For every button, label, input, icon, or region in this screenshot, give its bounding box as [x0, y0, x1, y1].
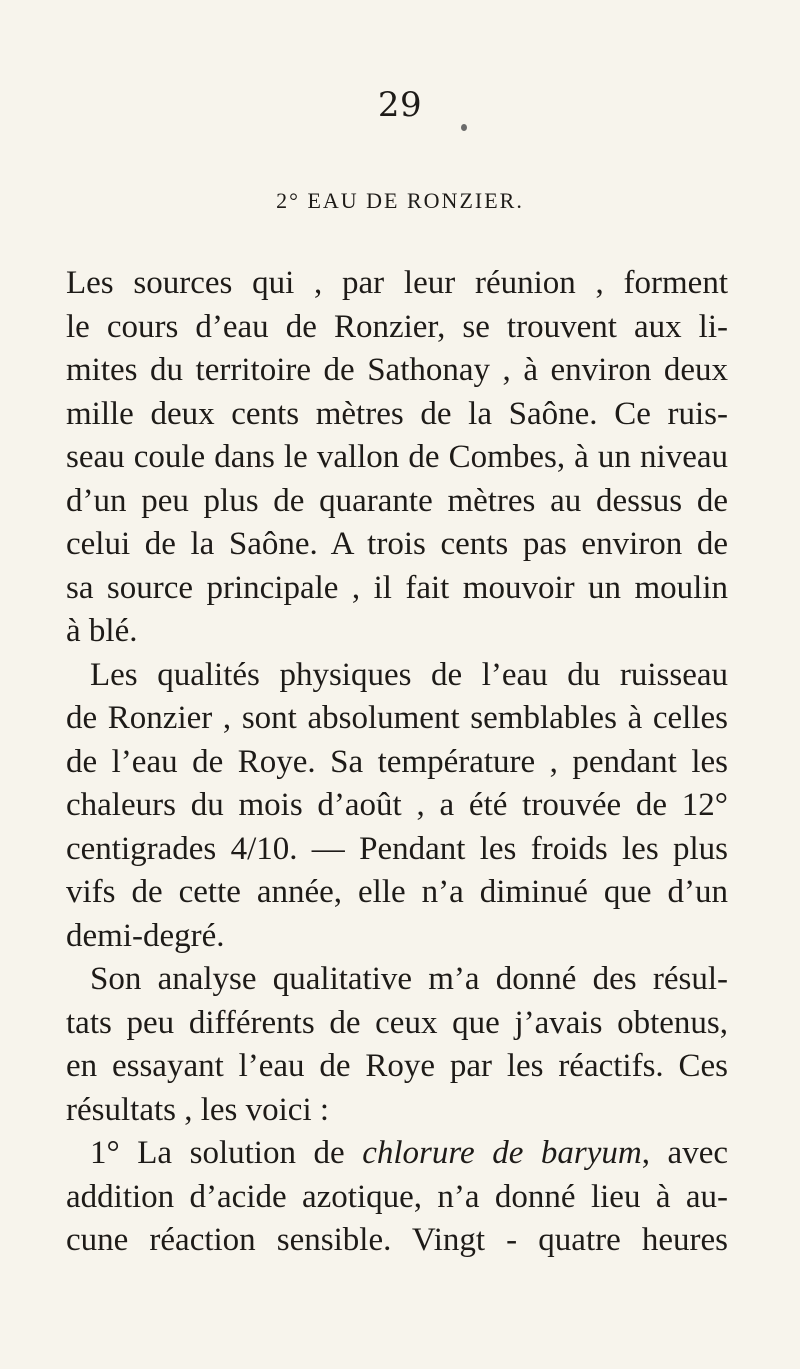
text-line: demi-degré. — [66, 917, 225, 954]
body-text — [66, 262, 728, 1263]
page-number: 29 — [377, 85, 423, 125]
text-line: Son analyse qualitative m’a donné des résul- — [90, 961, 728, 997]
text-line: résultats , les voici : — [66, 1091, 330, 1128]
text-line: d’un peu plus de quarante mètres au dessus de — [66, 482, 728, 519]
text-line: sa source principale , il fait mouvoir un moulin — [66, 569, 728, 606]
text-line: tats peu différents de ceux que j’avais obtenus, — [66, 1004, 728, 1041]
ink-speck — [461, 124, 467, 131]
text-line: Les qualités physiques de l’eau du ruisseau — [90, 656, 728, 693]
text-line: centigrades 4/10. — Pendant les froids les plus — [66, 830, 728, 867]
text-segment: 1° La solution de — [90, 1135, 363, 1171]
text-line: mille deux cents mètres de la Saône. Ce ruis- — [66, 395, 728, 432]
text-line: en essayant l’eau de Roye par les réactifs. Ces — [66, 1048, 728, 1084]
text-line: à blé. — [66, 613, 138, 649]
text-line: chaleurs du mois d’août , a été trouvée de 12° — [66, 787, 728, 823]
text-line: celui de la Saône. A trois cents pas environ de — [66, 526, 728, 562]
text-line — [66, 1132, 728, 1176]
paragraph-1 — [66, 262, 728, 654]
paragraph-3 — [66, 958, 728, 1132]
text-line: cune réaction sensible. Vingt - quatre heures — [66, 1222, 728, 1258]
text-line: vifs de cette année, elle n’a diminué que d’un — [66, 874, 728, 910]
text-line: addition d’acide azotique, n’a donné lieu à au- — [66, 1178, 728, 1215]
text-line: de Ronzier , sont absolument semblables à celles — [66, 700, 728, 736]
paragraph-4 — [66, 1132, 728, 1263]
italic-term: chlorure de baryum — [362, 1135, 642, 1171]
text-line: de l’eau de Roye. Sa température , pendant les — [66, 743, 728, 780]
text-line: Les sources qui , par leur réunion , forment — [66, 265, 728, 301]
text-segment: , avec — [641, 1135, 728, 1171]
text-line: seau coule dans le vallon de Combes, à un niveau — [66, 439, 728, 475]
paragraph-2 — [66, 654, 728, 959]
text-line: le cours d’eau de Ronzier, se trouvent aux li- — [66, 308, 728, 345]
text-line: mites du territoire de Sathonay , à environ deux — [66, 352, 728, 388]
section-heading: 2° EAU DE RONZIER. — [276, 188, 524, 213]
